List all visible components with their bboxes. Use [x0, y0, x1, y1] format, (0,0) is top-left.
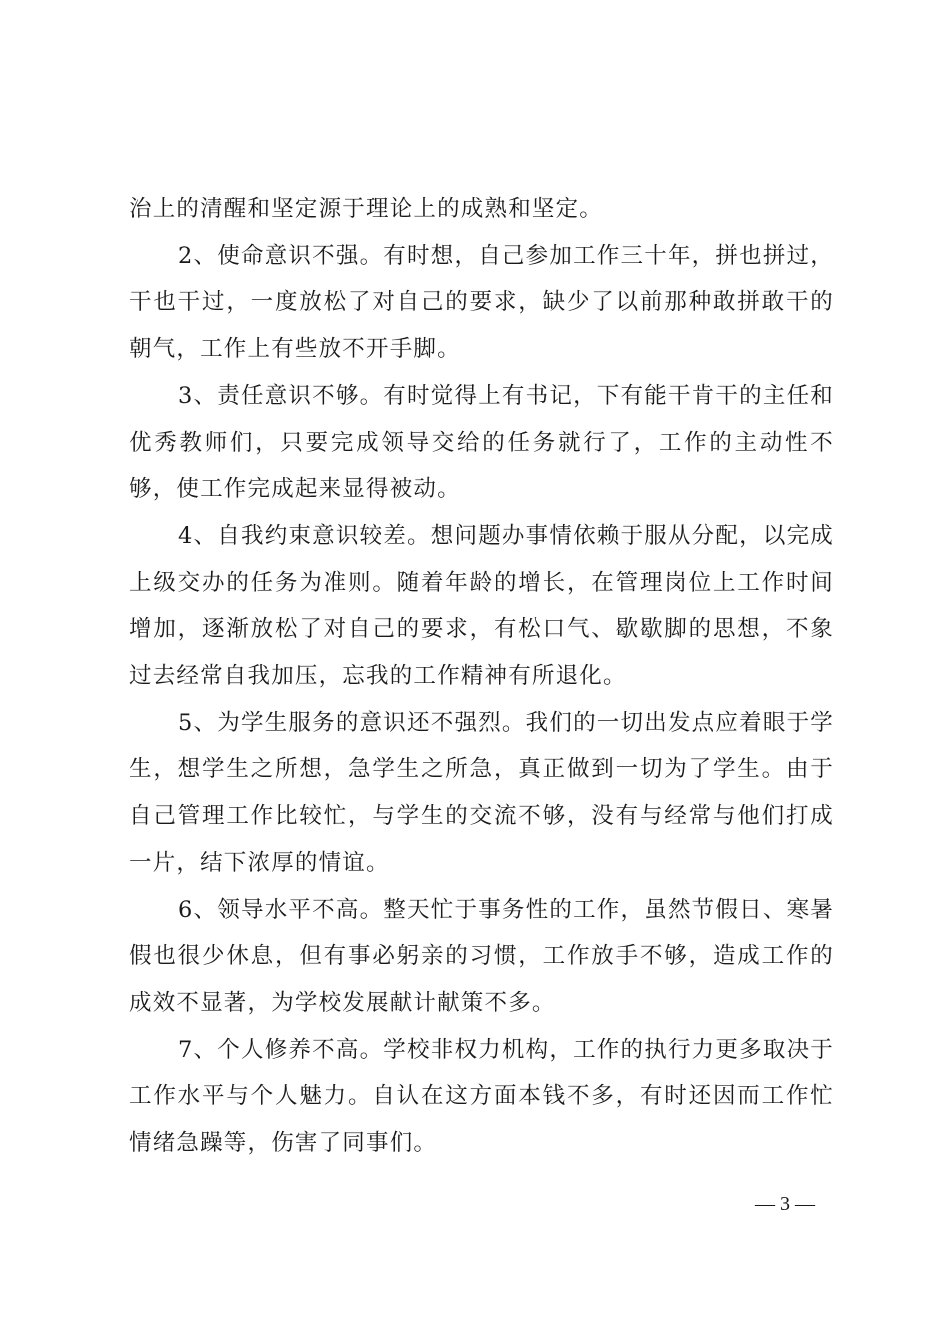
paragraph-item-2: 2、使命意识不强。有时想，自己参加工作三十年，拼也拼过，干也干过，一度放松了对自己的要求，缺少了以前那种敢拼敢干的朝气，工作上有些放不开手脚。 — [129, 242, 834, 363]
paragraph-item-7: 7、个人修养不高。学校非权力机构，工作的执行力更多取决于工作水平与个人魅力。自认在这方面本钱不多，有时还因而工作忙情绪急躁等，伤害了同事们。 — [129, 1036, 834, 1157]
paragraph-item-5: 5、为学生服务的意识还不强烈。我们的一切出发点应着眼于学生，想学生之所想，急学生之所急，真正做到一切为了学生。由于自己管理工作比较忙，与学生的交流不够，没有与经常与他们打成一片，结下浓厚的情谊。 — [129, 709, 834, 876]
paragraph-continuation: 治上的清醒和坚定源于理论上的成熟和坚定。 — [129, 196, 604, 222]
paragraph-item-6: 6、领导水平不高。整天忙于事务性的工作，虽然节假日、寒暑假也很少休息，但有事必躬亲的习惯，工作放手不够，造成工作的成效不显著，为学校发展献计献策不多。 — [129, 896, 834, 1016]
paragraph-item-4: 4、自我约束意识较差。想问题办事情依赖于服从分配，以完成上级交办的任务为准则。随着年龄的增长，在管理岗位上工作时间增加，逐渐放松了对自己的要求，有松口气、歇歇脚的思想，不象过去经常自我加压，忘我的工作精神有所退化。 — [129, 522, 834, 690]
paragraph-item-3: 3、责任意识不够。有时觉得上有书记，下有能干肯干的主任和优秀教师们，只要完成领导交给的任务就行了，工作的主动性不够，使工作完成起来显得被动。 — [129, 382, 834, 503]
page-number: — 3 — — [755, 1193, 815, 1215]
document-body — [129, 186, 834, 1167]
